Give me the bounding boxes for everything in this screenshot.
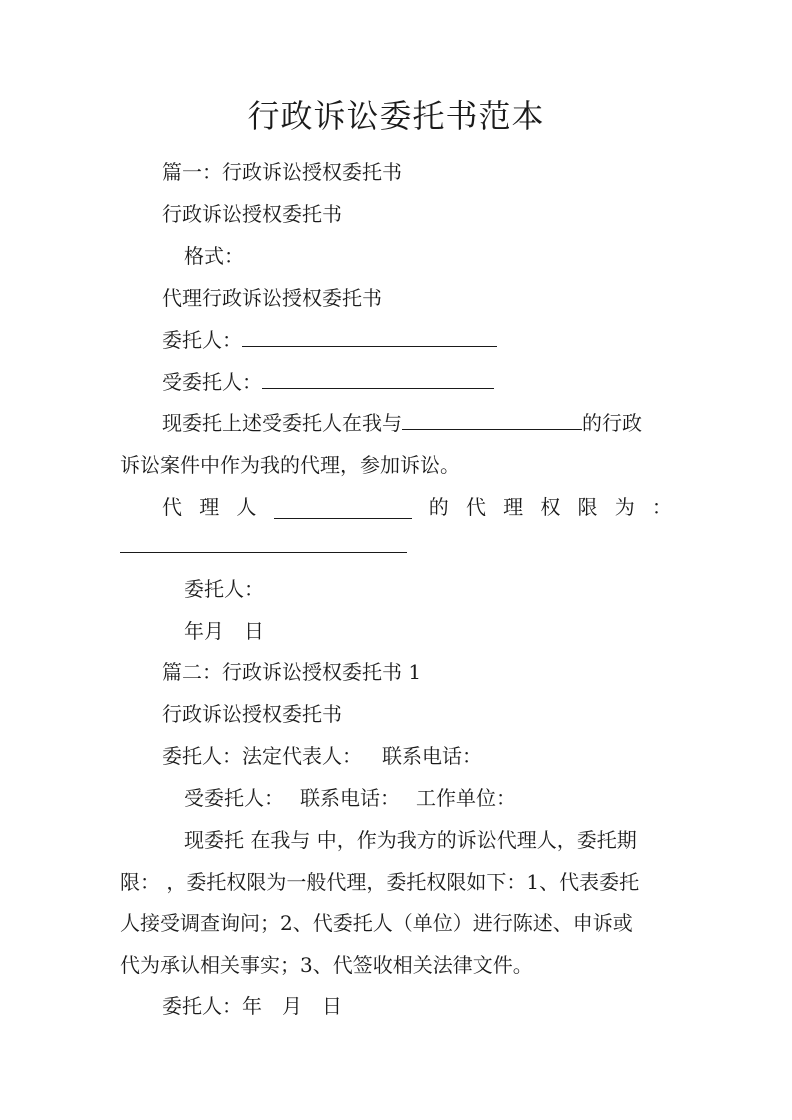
closing-signature	[120, 994, 718, 1018]
body-paragraph-line: 现委托 在我与 中，作为我方的诉讼代理人，委托期	[184, 828, 637, 852]
authority-char: 权	[540, 495, 561, 519]
entrust-line-cont: 诉讼案件中作为我的代理，参加诉讼。	[120, 453, 460, 477]
form-title-two: 行政诉讼授权委托书	[162, 702, 342, 726]
form-title: 行政诉讼授权委托书	[162, 202, 342, 226]
authority-char: 理	[199, 495, 220, 519]
principal-label: 委托人：	[162, 328, 242, 352]
agent-line	[120, 370, 718, 394]
authority-char: 人	[236, 495, 257, 519]
principal-legal-rep: 委托人：法定代表人：	[162, 744, 362, 768]
agent-label-two: 受委托人：	[184, 786, 284, 810]
authority-scope-blank	[120, 552, 407, 553]
closing-month: 月	[282, 994, 302, 1018]
date-year-month: 年月	[184, 619, 224, 643]
agent-phone: 联系电话：	[300, 786, 400, 810]
signature-date	[120, 619, 740, 643]
principal-blank	[242, 328, 497, 347]
section-two-heading: 篇二：行政诉讼授权委托书 1	[162, 660, 422, 684]
section-one-heading: 篇一：行政诉讼授权委托书	[162, 160, 402, 184]
format-label: 格式：	[184, 244, 244, 268]
opponent-blank	[402, 411, 582, 430]
signature-principal: 委托人：	[184, 577, 264, 601]
agent-blank	[262, 370, 494, 389]
principal-info-line	[120, 744, 718, 768]
agent-info-line	[120, 786, 740, 810]
body-paragraph-line: 限： ，委托权限为一般代理，委托权限如下：1、代表委托	[120, 870, 640, 894]
principal-line	[120, 328, 718, 352]
authority-char: 为	[614, 495, 635, 519]
authority-char: 代	[162, 495, 182, 519]
authority-char: 的	[428, 495, 449, 519]
authority-char: ：	[651, 495, 672, 519]
authority-char: 代	[465, 495, 486, 519]
agent-workplace: 工作单位：	[416, 786, 516, 810]
body-paragraph-line: 人接受调查询问；2、代委托人（单位）进行陈述、申诉或	[120, 911, 633, 935]
body-paragraph-line: 代为承认相关事实；3、代签收相关法律文件。	[120, 953, 533, 977]
authority-line	[120, 495, 672, 519]
document-title: 行政诉讼委托书范本	[247, 97, 545, 135]
agent-label: 受委托人：	[162, 370, 262, 394]
closing-day: 日	[322, 994, 342, 1018]
principal-phone: 联系电话：	[382, 744, 482, 768]
representative-blank	[274, 500, 412, 519]
entrust-text-post: 的行政	[582, 411, 642, 435]
closing-principal-year: 委托人：年	[162, 994, 262, 1018]
authority-char: 限	[577, 495, 598, 519]
form-subtitle: 代理行政诉讼授权委托书	[162, 286, 382, 310]
entrust-line	[120, 411, 718, 435]
authority-char: 理	[503, 495, 524, 519]
entrust-text-pre: 现委托上述受委托人在我与	[162, 411, 402, 435]
date-day: 日	[244, 619, 264, 643]
